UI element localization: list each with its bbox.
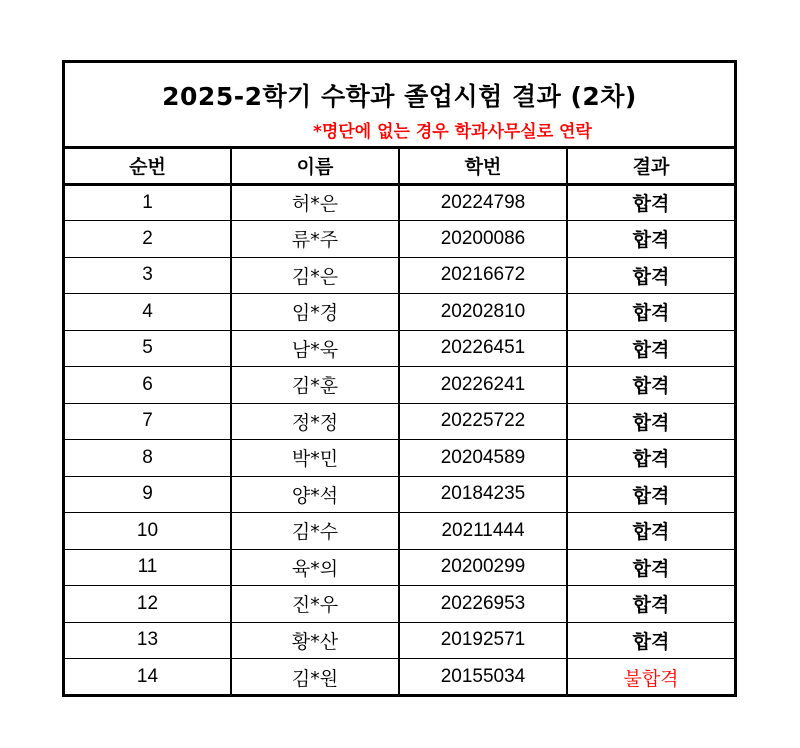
cell-student-id: 20216672: [399, 257, 567, 294]
cell-result: 합격: [567, 221, 734, 258]
table-row: [65, 257, 734, 294]
table-header-row: [65, 149, 734, 184]
cell-number: 1: [65, 184, 231, 221]
cell-student-id: 20225722: [399, 403, 567, 440]
sheet-header: [65, 63, 734, 149]
table-row: [65, 330, 734, 367]
table-row: [65, 476, 734, 513]
cell-result: 합격: [567, 294, 734, 331]
cell-name: 김*은: [231, 257, 399, 294]
table-row: [65, 294, 734, 331]
cell-student-id: 20192571: [399, 622, 567, 659]
cell-student-id: 20200086: [399, 221, 567, 258]
table-row: [65, 440, 734, 477]
column-header-name: 이름: [231, 149, 399, 184]
table-row: [65, 586, 734, 623]
table-row: [65, 367, 734, 404]
cell-result: 합격: [567, 367, 734, 404]
cell-number: 2: [65, 221, 231, 258]
cell-result: 합격: [567, 403, 734, 440]
cell-number: 4: [65, 294, 231, 331]
cell-result: 합격: [567, 586, 734, 623]
cell-student-id: 20184235: [399, 476, 567, 513]
cell-number: 10: [65, 513, 231, 550]
cell-number: 6: [65, 367, 231, 404]
cell-student-id: 20226241: [399, 367, 567, 404]
cell-number: 5: [65, 330, 231, 367]
cell-name: 황*산: [231, 622, 399, 659]
table-row: [65, 184, 734, 221]
cell-student-id: 20200299: [399, 549, 567, 586]
cell-name: 육*의: [231, 549, 399, 586]
table-row: [65, 513, 734, 550]
cell-name: 김*원: [231, 659, 399, 696]
cell-student-id: 20202810: [399, 294, 567, 331]
cell-student-id: 20155034: [399, 659, 567, 696]
cell-number: 12: [65, 586, 231, 623]
cell-name: 임*경: [231, 294, 399, 331]
cell-name: 허*은: [231, 184, 399, 221]
cell-result: 합격: [567, 330, 734, 367]
cell-result: 합격: [567, 476, 734, 513]
page-title: 2025-2학기 수학과 졸업시험 결과 (2차): [162, 82, 637, 111]
cell-result: 합격: [567, 184, 734, 221]
cell-number: 7: [65, 403, 231, 440]
table-row: [65, 622, 734, 659]
cell-student-id: 20204589: [399, 440, 567, 477]
cell-student-id: 20224798: [399, 184, 567, 221]
table-row: [65, 659, 734, 696]
cell-result: 합격: [567, 440, 734, 477]
cell-name: 김*훈: [231, 367, 399, 404]
cell-name: 남*욱: [231, 330, 399, 367]
cell-number: 8: [65, 440, 231, 477]
cell-result: 합격: [567, 622, 734, 659]
cell-name: 진*우: [231, 586, 399, 623]
cell-number: 3: [65, 257, 231, 294]
column-header-number: 순번: [65, 149, 231, 184]
table-row: [65, 221, 734, 258]
cell-name: 류*주: [231, 221, 399, 258]
cell-result: 합격: [567, 513, 734, 550]
cell-number: 14: [136, 666, 159, 687]
cell-student-id: 20226451: [399, 330, 567, 367]
table-body: [65, 184, 734, 695]
results-sheet: [62, 60, 737, 697]
cell-number: 11: [65, 549, 231, 586]
table-row: [65, 403, 734, 440]
column-header-student-id: 학번: [399, 149, 567, 184]
results-table: [65, 149, 734, 695]
cell-number: 9: [65, 476, 231, 513]
cell-name: 김*수: [231, 513, 399, 550]
cell-number: 13: [65, 622, 231, 659]
column-header-result: 결과: [567, 149, 734, 184]
cell-student-id: 20226953: [399, 586, 567, 623]
cell-result: 불합격: [567, 659, 734, 696]
cell-name: 양*석: [231, 476, 399, 513]
cell-name: 박*민: [231, 440, 399, 477]
cell-student-id: 20211444: [399, 513, 567, 550]
notice-text: *명단에 없는 경우 학과사무실로 연락: [313, 122, 592, 142]
table-row: [65, 549, 734, 586]
cell-result: 합격: [567, 257, 734, 294]
cell-result: 합격: [567, 549, 734, 586]
cell-name: 정*정: [231, 403, 399, 440]
